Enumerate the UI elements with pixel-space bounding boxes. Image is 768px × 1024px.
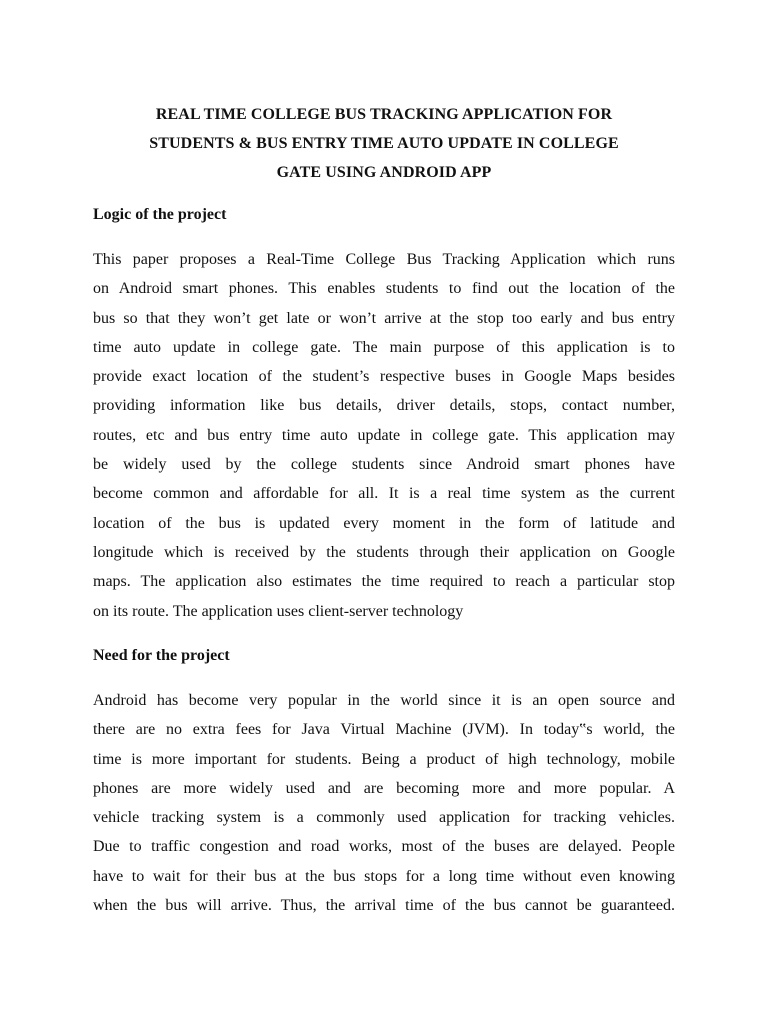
document-title [92,100,676,187]
paragraph-line: there are no extra fees for Java Virtual Machine (JVM). In today‟s world, the [93,721,675,739]
paragraph-line: provide exact location of the student’s respective buses in Google Maps besides [93,368,675,386]
paragraph-line: on its route. The application uses client-server technology [93,602,464,620]
paragraph-line: providing information like bus details, driver details, stops, contact number, [93,397,675,415]
paragraph-line: Due to traffic congestion and road works, most of the buses are delayed. People [93,838,675,856]
section-paragraph-logic [93,245,675,626]
paragraph-line: on Android smart phones. This enables students to find out the location of the [93,280,675,298]
paragraph-line: vehicle tracking system is a commonly used application for tracking vehicles. [93,809,675,827]
section-heading-need: Need for the project [93,647,230,664]
paragraph-line: location of the bus is updated every moment in the form of latitude and [93,514,675,532]
section-heading-logic: Logic of the project [93,206,227,223]
paragraph-line: have to wait for their bus at the bus stops for a long time without even knowing [93,867,675,885]
paragraph-line: when the bus will arrive. Thus, the arrival time of the bus cannot be guaranteed. [93,897,675,915]
paragraph-line: time auto update in college gate. The main purpose of this application is to [93,338,675,356]
paragraph-line: be widely used by the college students since Android smart phones have [93,456,675,474]
title-line: REAL TIME COLLEGE BUS TRACKING APPLICATION FOR [155,106,613,123]
paragraph-line: phones are more widely used and are becoming more and more popular. A [93,779,675,797]
section-paragraph-need [93,686,675,920]
title-line: GATE USING ANDROID APP [276,164,492,181]
paragraph-line: time is more important for students. Being a product of high technology, mobile [93,750,675,768]
paragraph-line: maps. The application also estimates the time required to reach a particular stop [93,573,675,591]
paragraph-line: Android has become very popular in the world since it is an open source and [93,692,675,709]
paragraph-line: longitude which is received by the students through their application on Google [93,543,675,561]
paragraph-line: become common and affordable for all. It is a real time system as the current [93,485,675,503]
paragraph-line: bus so that they won’t get late or won’t arrive at the stop too early and bus entry [93,309,675,327]
paragraph-line: routes, etc and bus entry time auto update in college gate. This application may [93,426,675,444]
paragraph-line: This paper proposes a Real-Time College Bus Tracking Application which runs [93,251,675,268]
title-line: STUDENTS & BUS ENTRY TIME AUTO UPDATE IN COLLEGE [149,135,619,152]
